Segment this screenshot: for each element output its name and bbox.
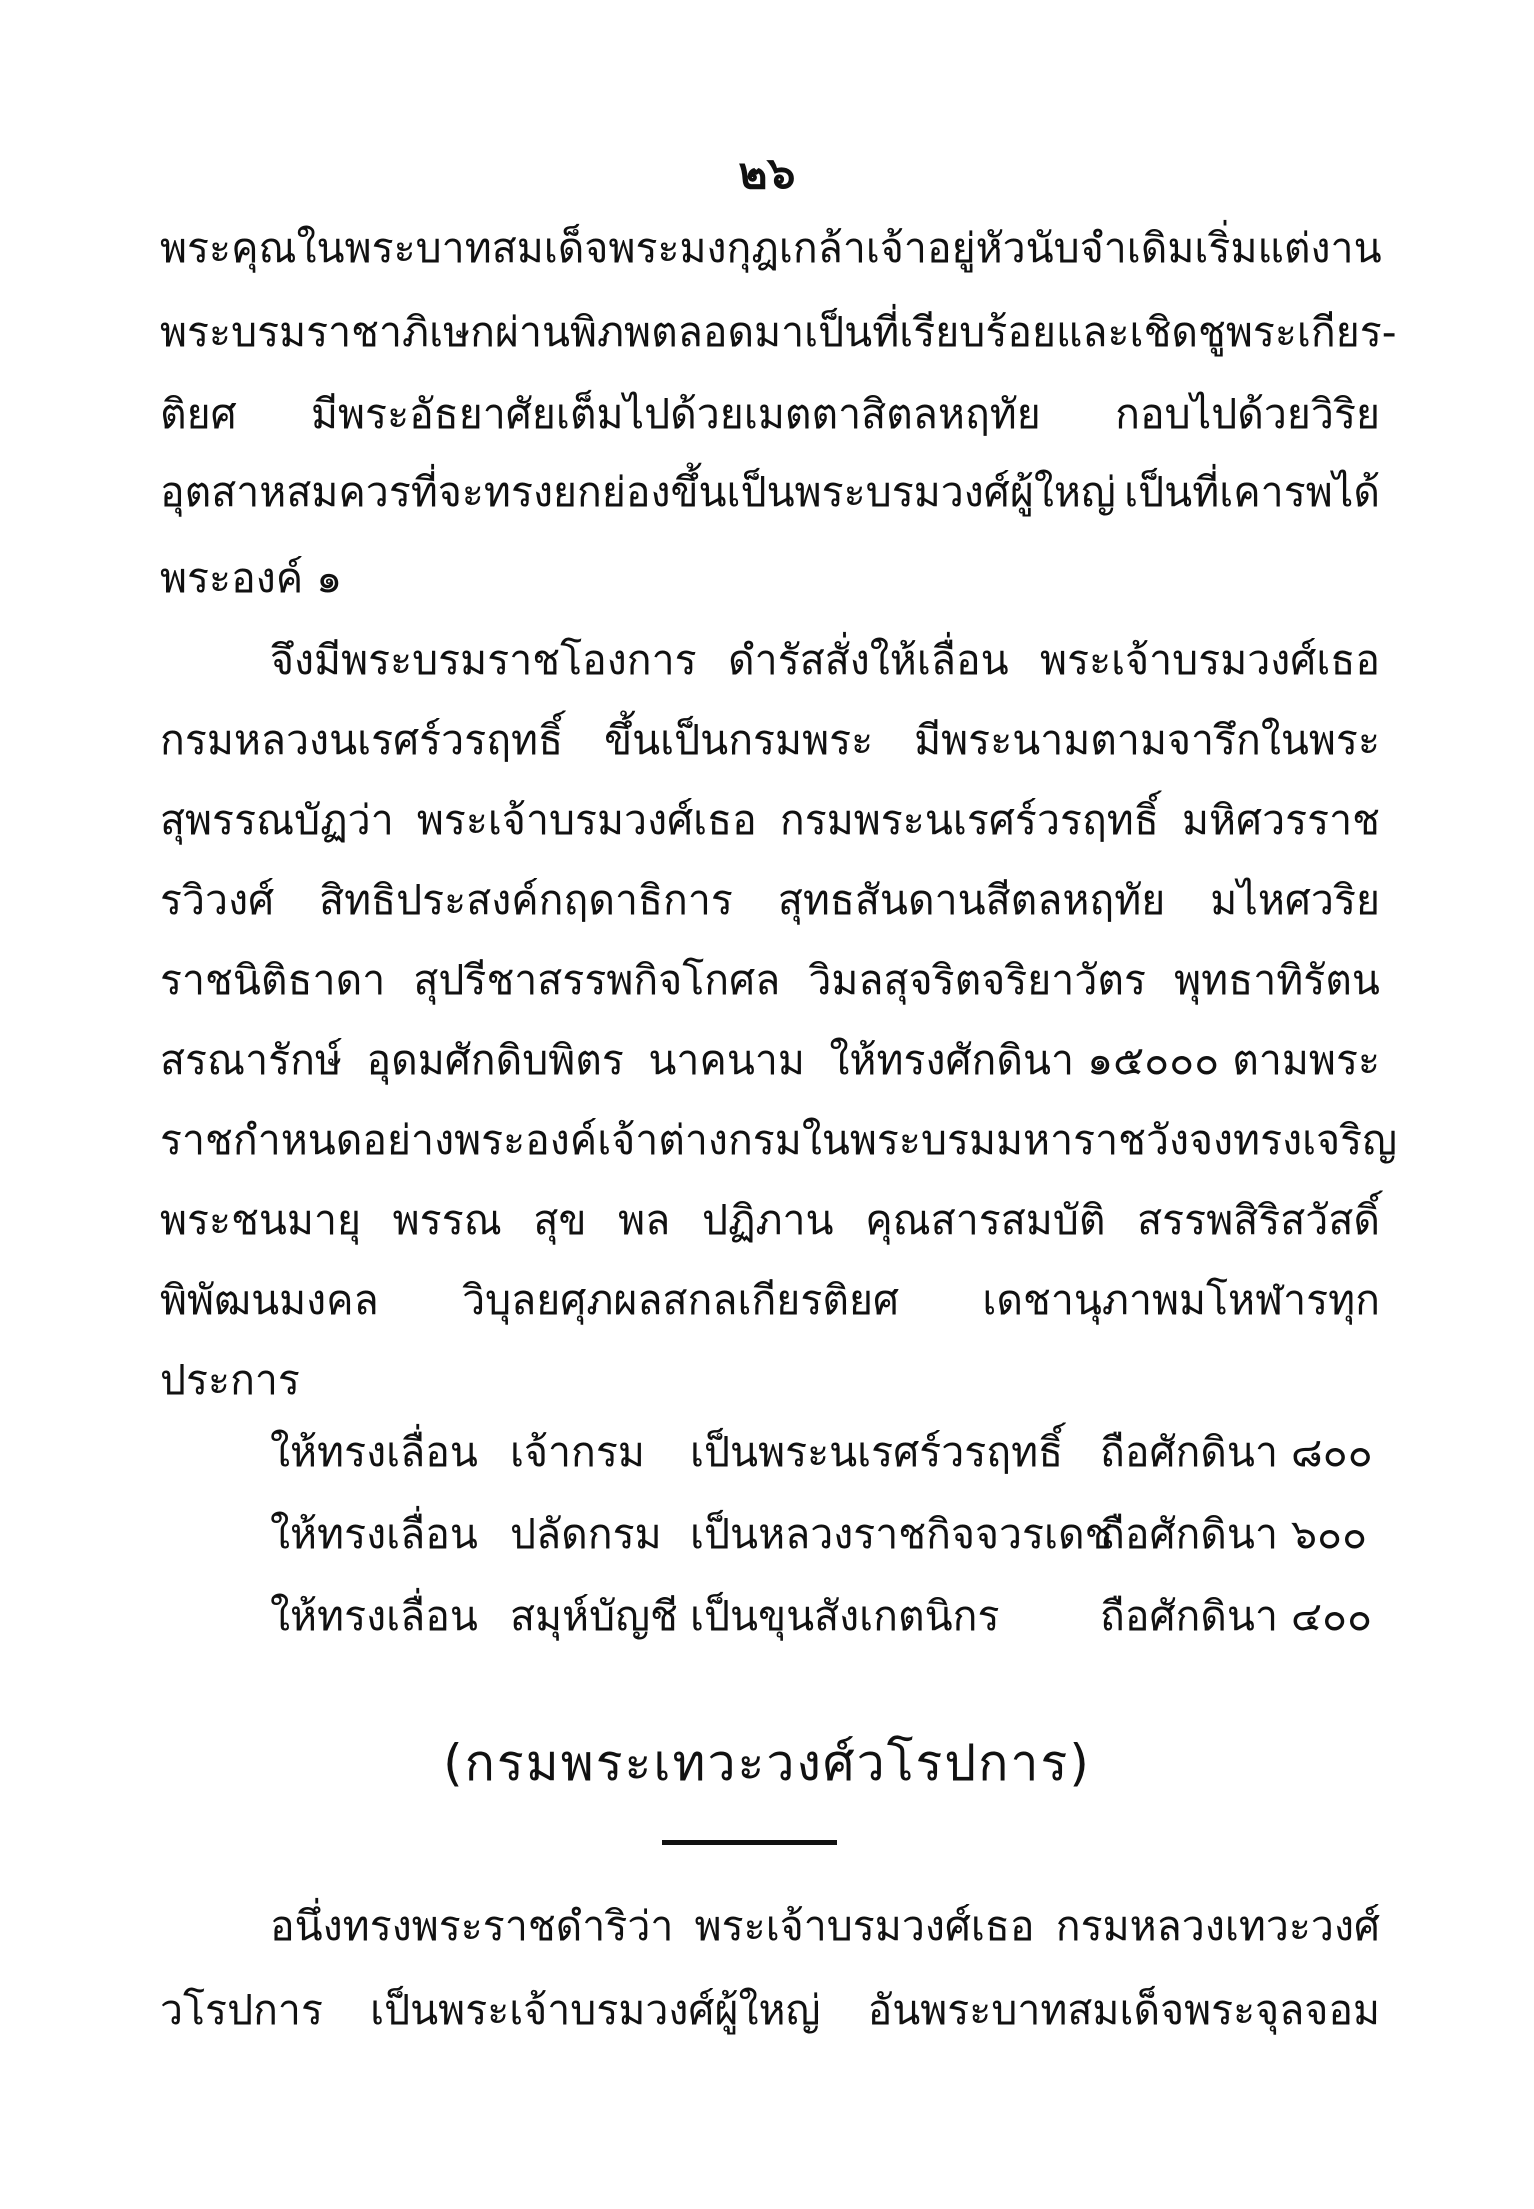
appointment-rank: ถือศักดินา ๔๐๐ [1100,1592,1373,1640]
text-line [160,1110,1398,1170]
appointment-title: เป็นหลวงราชกิจจวรเดช [690,1510,1113,1558]
text-segment: ปฏิภาน [701,1196,834,1244]
text-segment: พระเจ้าบรมวงศ์เธอ [1040,636,1380,684]
appointment-rank: ถือศักดินา ๖๐๐ [1100,1510,1368,1558]
text-line [160,218,1380,278]
text-segment: อนึ่งทรงพระราชดำริว่า [270,1902,674,1950]
text-segment: ประการ [160,1356,300,1404]
text-segment: พระบรมราชาภิเษกผ่านพิภพตลอดมา [160,308,805,356]
appointment-verb: ให้ทรงเลื่อน [270,1592,478,1640]
text-line [160,462,1380,522]
appointment-title: เป็นพระนเรศร์วรฤทธิ์ [690,1428,1064,1476]
text-segment: คุณสารสมบัติ [865,1196,1106,1244]
text-segment: เป็นที่เคารพได้ [1124,468,1380,516]
text-segment: มไหศวริย [1210,876,1380,924]
text-segment: ให้ทรงศักดินา ๑๕๐๐๐ ตามพระ [829,1036,1380,1084]
text-segment: ติยศ [160,390,237,438]
text-line [160,790,1380,850]
appointment-verb: ให้ทรงเลื่อน [270,1510,478,1558]
appointment-verb: ให้ทรงเลื่อน [270,1428,478,1476]
text-segment: สรรพสิริสวัสดิ์ [1137,1196,1380,1244]
text-line [160,1190,1380,1250]
text-segment: พิพัฒนมงคล [160,1276,379,1324]
text-segment: สุทธสันดานสีตลหฤทัย [777,876,1166,924]
text-segment: พระเจ้าบรมวงศ์เธอ [416,796,757,844]
text-segment: กอบไปด้วยวิริย [1115,390,1380,438]
text-segment: วิมลสุจริตจริยาวัตร [808,956,1147,1004]
text-line [160,1270,1380,1330]
text-segment: เดชานุภาพมโหฬารทุก [982,1276,1380,1324]
text-segment: กรมหลวงนเรศร์วรฤทธิ์ [160,716,564,764]
text-segment: พระองค์ ๑ [160,554,343,602]
appointment-title: เป็นขุนสังเกตนิกร [690,1592,1000,1640]
text-segment: นาคนาม [648,1036,805,1084]
text-segment: กรมพระนเรศร์วรฤทธิ์ [779,796,1159,844]
text-segment: อันพระบาทสมเด็จพระจุลจอม [867,1986,1380,2034]
text-segment: พุทธาทิรัตน [1174,956,1380,1004]
text-segment: รวิวงศ์ [160,876,275,924]
text-segment: จงทรงเจริญ [1189,1116,1398,1164]
text-line [160,710,1380,770]
text-segment: พระคุณในพระบาทสมเด็จพระมงกุฎเกล้าเจ้าอยู่หัว [160,224,1026,272]
text-segment: สิทธิประสงค์กฤดาธิการ [319,876,733,924]
text-segment: อุดมศักดิบพิตร [366,1036,624,1084]
text-segment: สรณารักษ์ [160,1036,342,1084]
text-segment: อุตสาหสมควรที่จะทรงยกย่องขึ้นเป็นพระบรมวงศ์ผู้ใหญ่ [160,468,1116,516]
text-line [270,630,1380,690]
text-segment: พล [618,1196,671,1244]
appointment-office: ปลัดกรม [510,1510,662,1558]
text-segment: มหิศวรราช [1181,796,1380,844]
section-heading: (กรมพระเทวะวงศ์วโรปการ) [443,1734,1091,1792]
text-line [160,1030,1380,1090]
text-segment: มีพระนามตามจารึกในพระ [914,716,1380,764]
text-segment: ในพระบรมมหาราชวัง [801,1116,1190,1164]
text-segment: มีพระอัธยาศัยเต็มไปด้วยเมตตาสิตลหฤทัย [311,390,1041,438]
text-line [160,302,1397,362]
text-segment: ขึ้นเป็นกรมพระ [604,716,874,764]
text-line [270,1896,1380,1956]
text-segment: ราชกำหนดอย่างพระองค์เจ้าต่างกรม [160,1116,802,1164]
appointment-office: เจ้ากรม [510,1428,645,1476]
text-line [160,1350,300,1410]
text-segment: จึงมีพระบรมราชโองการ [270,636,697,684]
text-segment: พรรณ [392,1196,502,1244]
text-segment: สุข [533,1196,587,1244]
text-segment: นับจำเดิมเริ่มแต่งาน [1025,224,1382,272]
text-segment: สุพรรณบัฏว่า [160,796,394,844]
text-segment: สุปรีชาสรรพกิจโกศล [413,956,781,1004]
text-line [160,384,1380,444]
text-line [160,870,1380,930]
appointment-rank: ถือศักดินา ๘๐๐ [1100,1428,1373,1476]
page-number: ๒๖ [738,148,796,199]
text-segment: ราชนิติธาดา [160,956,386,1004]
text-line [160,548,342,608]
text-segment: วโรปการ [160,1986,323,2034]
appointment-office: สมุห์บัญชี [510,1592,678,1640]
text-line [160,1980,1380,2040]
text-segment: เป็นที่เรียบร้อยและเชิดชูพระเกียร- [804,308,1397,356]
text-segment: เป็นพระเจ้าบรมวงศ์ผู้ใหญ่ [370,1986,821,2034]
text-segment: พระชนมายุ [160,1196,361,1244]
text-segment: พระเจ้าบรมวงศ์เธอ [694,1902,1035,1950]
text-segment: กรมหลวงเทวะวงศ์ [1055,1902,1380,1950]
section-divider [662,1840,837,1845]
text-line [160,950,1380,1010]
text-segment: วิบุลยศุภผลสกลเกียรติยศ [462,1276,900,1324]
text-segment: ดำรัสสั่งให้เลื่อน [728,636,1009,684]
